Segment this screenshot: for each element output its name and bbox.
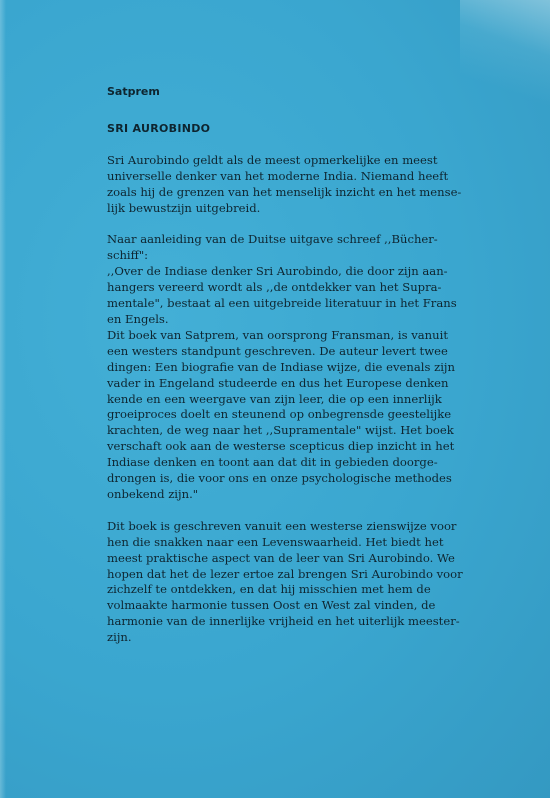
paragraph-gap	[107, 216, 537, 232]
closing-paragraph: Dit boek is geschreven vanuit een westerse zienswijze voor hen die snakken naar een Levenswaarheid. Het biedt het meest praktische aspect van de leer van Sri Aurobindo. We hopen dat het de lezer ertoe zal brengen Sri Aurobindo voor zichzelf te ontdekken, en dat hij misschien met hem de volmaakte harmonie tussen Oost en West zal vinden, de harmonie van de innerlijke vrijheid en het uiterlijk meester- zijn.	[107, 518, 463, 645]
author-name: Satprem	[107, 85, 160, 98]
paragraph-gap	[107, 503, 537, 519]
intro-paragraph: Sri Aurobindo geldt als de meest opmerkelijke en meest universelle denker van het moderne India. Niemand heeft zoals hij de grenzen van het menselijk inzicht en het mense- lijk bewustzijn uitgebreid.	[107, 152, 462, 215]
book-title: SRI AUROBINDO	[107, 121, 211, 135]
cover-text	[107, 84, 537, 646]
worn-edge	[0, 0, 6, 798]
review-paragraph: Naar aanleiding van de Duitse uitgave schreef ,,Bücher- schiff": ,,Over de Indiase denker Sri Aurobindo, die door zijn aan- hangers vereerd wordt als ,,de ontdekker van het Supra- mentale", bestaat al een uitgebreide literatuur in het Frans en Engels. Dit boek van Satprem, van oorsprong Fransman, is vanuit een westers standpunt geschreven. De auteur levert twee dingen: Een biografie van de Indiase wijze, die evenals zijn vader in Engeland studeerde en dus het Europese denken kende en een weergave van zijn leer, die op een innerlijk groeiproces doelt en steunend op onbegrensde geestelijke krachten, de weg naar het ,,Supramentale" wijst. Het boek verschaft ook aan de westerse scepticus diep inzicht in het Indiase denken en toont aan dat dit in gebieden doorge- drongen is, die voor ons en onze psychologische methodes onbekend zijn."	[107, 232, 457, 501]
